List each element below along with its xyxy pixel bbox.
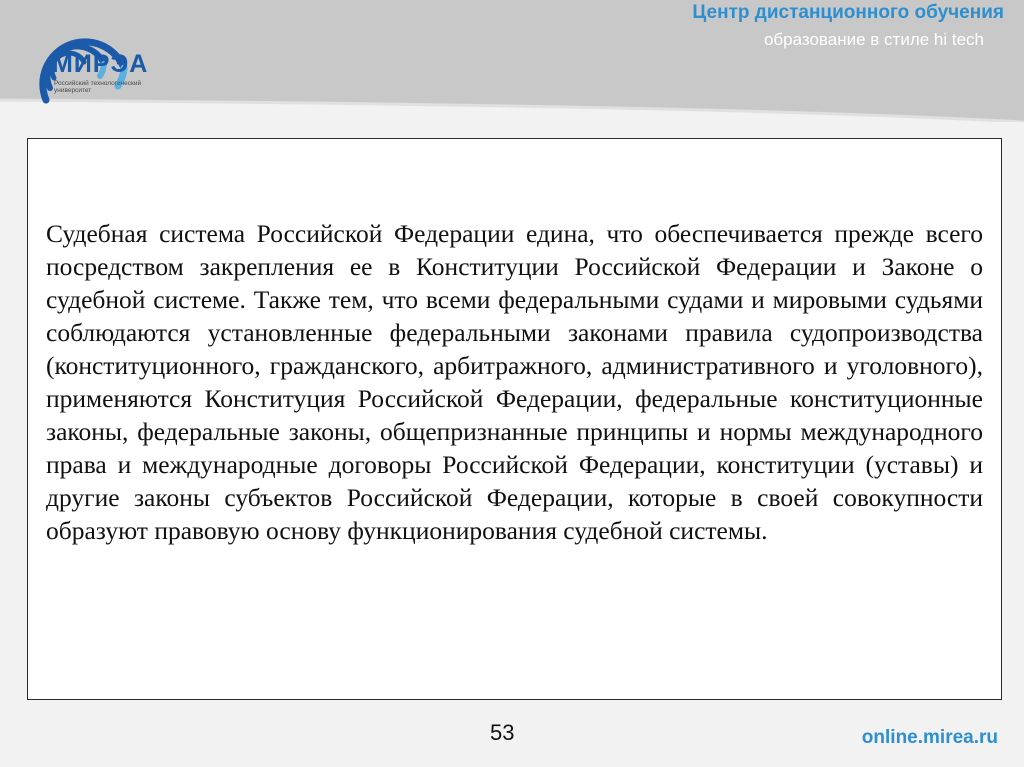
site-url[interactable]: online.mirea.ru	[861, 727, 998, 748]
logo-subtitle: Российский технологический университет	[54, 80, 142, 94]
slide-header	[0, 0, 1024, 122]
page-number: 53	[490, 720, 515, 745]
content-box	[27, 138, 1002, 700]
site-slogan: образование в стиле hi tech	[763, 30, 984, 49]
site-title: Центр дистанционного обучения	[692, 2, 1004, 23]
body-paragraph: Судебная система Российской Федерации едина, что обеспечивается прежде всего посредством закрепления ее в Конституции Российской Федерации и Законе о судебной системе. Также тем, что всеми федеральными судами и мировыми судьями соблюдаются установленные федеральными законами правила судопроизводства (конституционного, гражданского, арбитражного, административного и уголовного), применяются Конституция Российской Федерации, федеральные конституционные законы, федеральные законы, общепризнанные принципы и нормы международного права и международные договоры Российской Федерации, конституции (уставы) и другие законы субъектов Российской Федерации, которые в своей совокупности образуют правовую основу функционирования судебной системы.	[46, 219, 983, 545]
logo-name: МИРЭА	[52, 50, 149, 78]
